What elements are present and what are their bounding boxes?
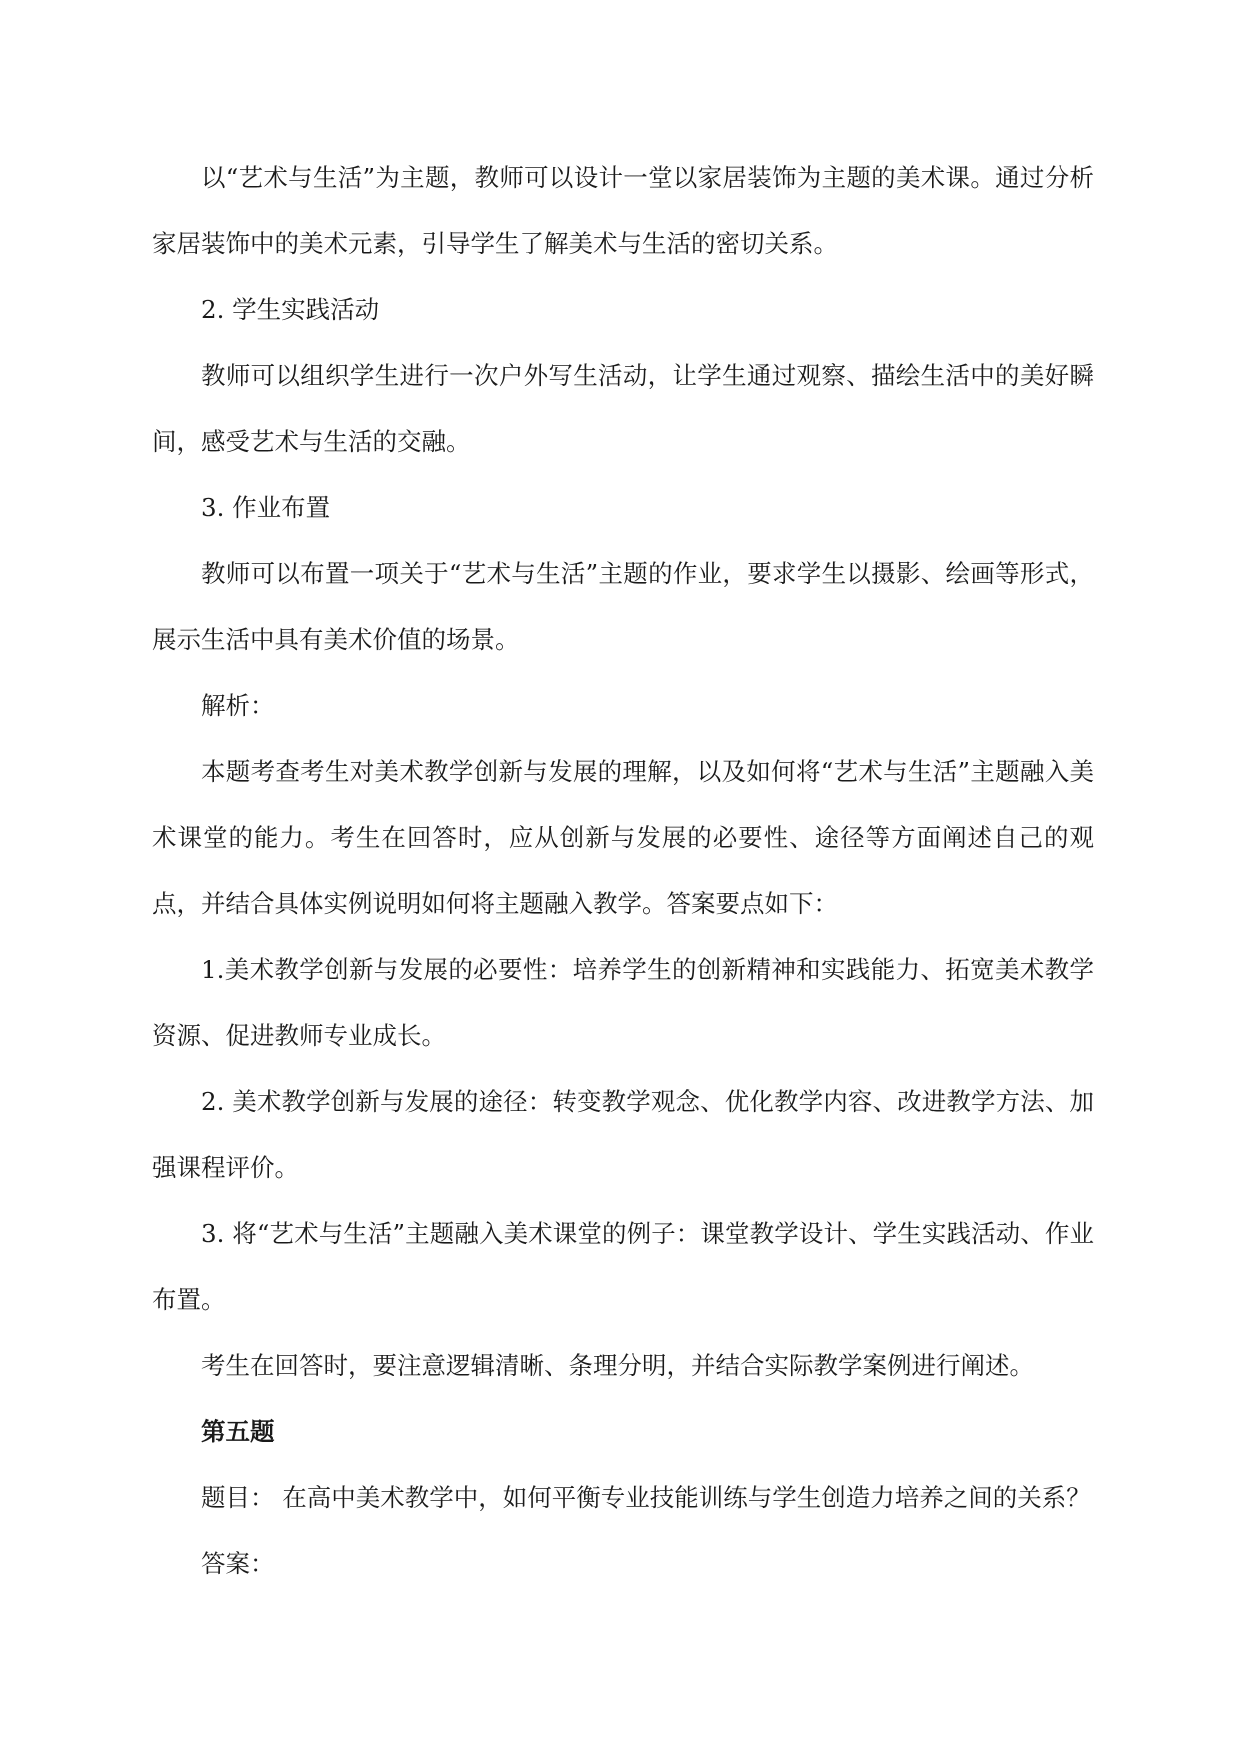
heading-homework: 3. 作业布置: [201, 493, 331, 522]
heading-student-practice: 2. 学生实践活动: [201, 295, 380, 324]
answer-label: 答案：: [201, 1549, 275, 1578]
paragraph-answer-tips: 考生在回答时，要注意逻辑清晰、条理分明，并结合实际教学案例进行阐述。: [201, 1351, 1034, 1380]
point-necessity: 1.美术教学创新与发展的必要性：培养学生的创新精神和实践能力、拓宽美术教学资源、促进教师专业成长。: [152, 955, 1094, 1050]
paragraph-analysis-intro: 本题考查考生对美术教学创新与发展的理解，以及如何将“艺术与生活”主题融入美术课堂的能力。考生在回答时，应从创新与发展的必要性、途径等方面阐述自己的观点，并结合具体实例说明如何将主题融入教学。答案要点如下：: [152, 757, 1094, 918]
point-examples: 3. 将“艺术与生活”主题融入美术课堂的例子：课堂教学设计、学生实践活动、作业布置。: [152, 1219, 1094, 1314]
paragraph-outdoor-sketching: 教师可以组织学生进行一次户外写生活动，让学生通过观察、描绘生活中的美好瞬间，感受艺术与生活的交融。: [152, 361, 1094, 456]
document-page: [152, 145, 1094, 1597]
question-five-prompt: 题目： 在高中美术教学中，如何平衡专业技能训练与学生创造力培养之间的关系？: [201, 1483, 1091, 1512]
question-five-title: 第五题: [201, 1417, 275, 1446]
point-approaches: 2. 美术教学创新与发展的途径：转变教学观念、优化教学内容、改进教学方法、加强课程评价。: [152, 1087, 1094, 1182]
heading-analysis: 解析：: [201, 691, 275, 720]
paragraph-homework-detail: 教师可以布置一项关于“艺术与生活”主题的作业，要求学生以摄影、绘画等形式，展示生活中具有美术价值的场景。: [152, 559, 1094, 654]
paragraph-course-design: 以“艺术与生活”为主题，教师可以设计一堂以家居装饰为主题的美术课。通过分析家居装饰中的美术元素，引导学生了解美术与生活的密切关系。: [152, 163, 1094, 258]
